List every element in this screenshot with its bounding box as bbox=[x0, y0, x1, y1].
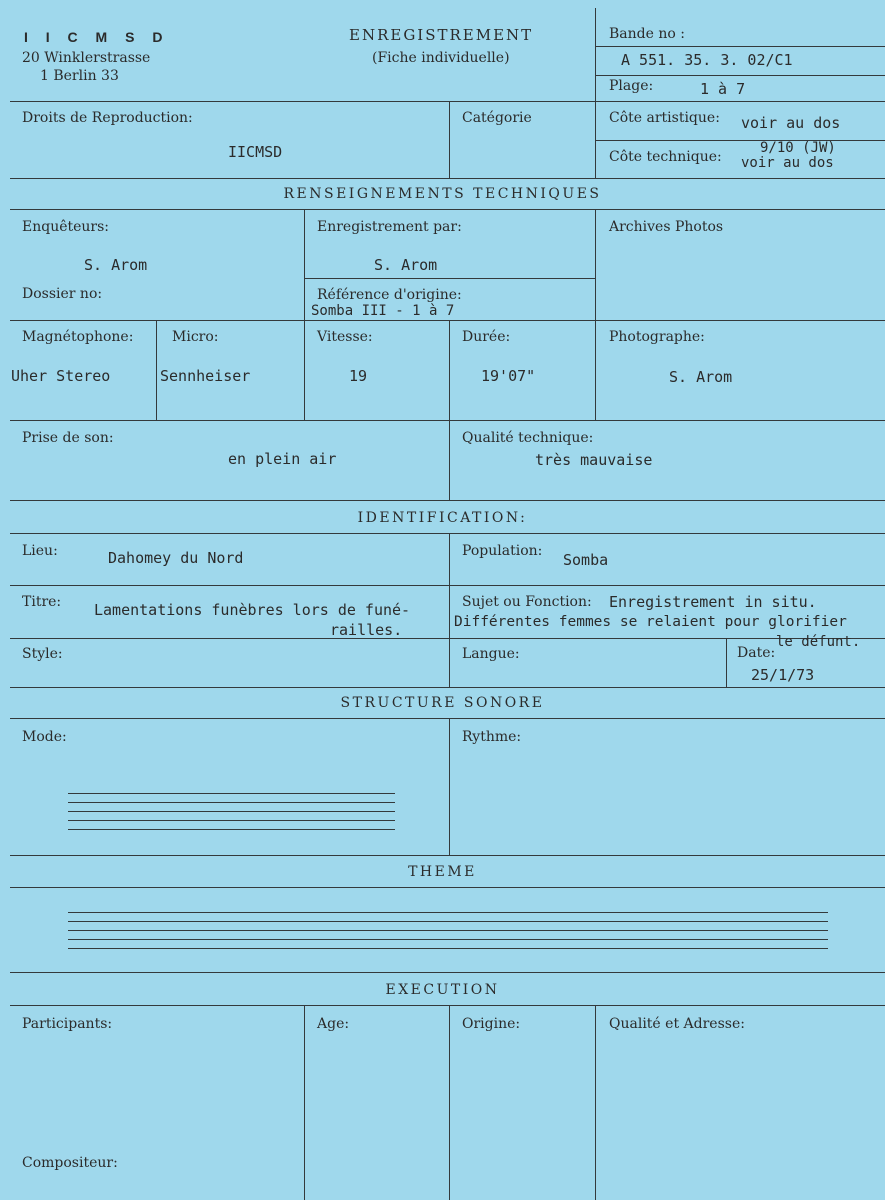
mode-staff-line bbox=[68, 802, 395, 803]
photographe-value: S. Arom bbox=[669, 368, 733, 386]
photographe-label: Photographe: bbox=[609, 329, 705, 345]
rule-h bbox=[10, 972, 885, 973]
rule-h bbox=[10, 855, 885, 856]
origine-label: Origine: bbox=[462, 1016, 521, 1032]
reference-value: Somba III - 1 à 7 bbox=[311, 303, 455, 319]
titre-label: Titre: bbox=[22, 594, 62, 610]
rule-v bbox=[595, 8, 596, 178]
compositeur-label: Compositeur: bbox=[22, 1155, 118, 1171]
rule-h bbox=[304, 278, 595, 279]
rule-h bbox=[10, 420, 885, 421]
rule-h bbox=[10, 178, 885, 179]
titre-value: railles. bbox=[330, 621, 403, 639]
rythme-label: Rythme: bbox=[462, 729, 522, 745]
prise-de-son-label: Prise de son: bbox=[22, 430, 114, 446]
theme-staff-line bbox=[68, 930, 828, 931]
rule-h bbox=[10, 320, 885, 321]
sujet-label: Sujet ou Fonction: bbox=[462, 594, 592, 610]
mode-staff-line bbox=[68, 811, 395, 812]
reference-label: Référence d'origine: bbox=[317, 287, 462, 303]
enqueteurs-label: Enquêteurs: bbox=[22, 219, 110, 235]
vitesse-value: 19 bbox=[349, 367, 368, 385]
mode-staff-line bbox=[68, 793, 395, 794]
titre-value: Lamentations funèbres lors de funé- bbox=[94, 601, 411, 619]
enregistrement-par-label: Enregistrement par: bbox=[317, 219, 462, 235]
rule-v bbox=[595, 1005, 596, 1200]
theme-staff-line bbox=[68, 939, 828, 940]
population-label: Population: bbox=[462, 543, 543, 559]
plage-label: Plage: bbox=[609, 78, 654, 94]
plage-value: 1 à 7 bbox=[700, 80, 746, 98]
mode-staff-line bbox=[68, 820, 395, 821]
qualite-technique-label: Qualité technique: bbox=[462, 430, 594, 446]
rule-h bbox=[10, 101, 885, 102]
prise-de-son-value: en plein air bbox=[228, 450, 337, 468]
magnetophone-label: Magnétophone: bbox=[22, 329, 134, 345]
sujet-value: Enregistrement in situ. bbox=[609, 593, 817, 611]
dossier-label: Dossier no: bbox=[22, 286, 103, 302]
droits-label: Droits de Reproduction: bbox=[22, 110, 193, 126]
rule-h bbox=[595, 46, 885, 47]
categorie-label: Catégorie bbox=[462, 110, 532, 126]
rule-h bbox=[10, 887, 885, 888]
section-title-execution: EXECUTION bbox=[385, 982, 500, 998]
lieu-value: Dahomey du Nord bbox=[108, 549, 244, 567]
rule-h bbox=[10, 718, 885, 719]
participants-label: Participants: bbox=[22, 1016, 113, 1032]
rule-v bbox=[449, 1005, 450, 1200]
rule-h bbox=[10, 209, 885, 210]
enregistrement-par-value: S. Arom bbox=[374, 256, 438, 274]
date-value: 25/1/73 bbox=[751, 666, 815, 684]
lieu-label: Lieu: bbox=[22, 543, 58, 559]
langue-label: Langue: bbox=[462, 646, 520, 662]
org-logo: I I C M S D bbox=[24, 29, 170, 45]
section-title-theme: THEME bbox=[408, 864, 477, 880]
section-title-technique: RENSEIGNEMENTS TECHNIQUES bbox=[283, 186, 602, 202]
sujet-value: le défunt. bbox=[776, 634, 861, 650]
rule-v bbox=[304, 1005, 305, 1200]
rule-v bbox=[449, 533, 450, 687]
theme-staff-line bbox=[68, 921, 828, 922]
cote-artistique-value: voir au dos bbox=[741, 114, 841, 132]
style-label: Style: bbox=[22, 646, 63, 662]
magnetophone-value: Uher Stereo bbox=[11, 367, 111, 385]
rule-v bbox=[595, 209, 596, 420]
cote-technique-value: 9/10 (JW) bbox=[760, 140, 836, 156]
cote-technique-value: voir au dos bbox=[741, 155, 834, 171]
mode-staff-line bbox=[68, 829, 395, 830]
micro-label: Micro: bbox=[172, 329, 219, 345]
population-value: Somba bbox=[563, 551, 609, 569]
rule-v bbox=[449, 101, 450, 178]
rule-h bbox=[10, 638, 885, 639]
section-title-identification: IDENTIFICATION: bbox=[357, 510, 528, 526]
vitesse-label: Vitesse: bbox=[317, 329, 373, 345]
address-line-2: 1 Berlin 33 bbox=[40, 68, 119, 84]
mode-label: Mode: bbox=[22, 729, 67, 745]
section-title-structure: STRUCTURE SONORE bbox=[340, 695, 545, 711]
bande-label: Bande no : bbox=[609, 26, 685, 42]
rule-h bbox=[595, 140, 885, 141]
theme-staff-line bbox=[68, 912, 828, 913]
address-line-1: 20 Winklerstrasse bbox=[22, 50, 151, 66]
bande-value: A 551. 35. 3. 02/C1 bbox=[621, 51, 793, 69]
rule-v bbox=[449, 718, 450, 855]
duree-value: 19'07" bbox=[481, 367, 536, 385]
rule-h bbox=[10, 533, 885, 534]
rule-h bbox=[10, 687, 885, 688]
form-subtitle: (Fiche individuelle) bbox=[372, 50, 510, 66]
rule-h bbox=[10, 585, 885, 586]
qualite-technique-value: très mauvaise bbox=[535, 451, 653, 469]
rule-v bbox=[156, 320, 157, 420]
rule-h bbox=[10, 500, 885, 501]
theme-staff-line bbox=[68, 948, 828, 949]
duree-label: Durée: bbox=[462, 329, 511, 345]
rule-v bbox=[726, 638, 727, 687]
date-label: Date: bbox=[737, 645, 776, 661]
qualite-adresse-label: Qualité et Adresse: bbox=[609, 1016, 745, 1032]
cote-technique-label: Côte technique: bbox=[609, 149, 722, 165]
form-title: ENREGISTREMENT bbox=[349, 26, 534, 44]
cote-artistique-label: Côte artistique: bbox=[609, 110, 720, 126]
sujet-value: Différentes femmes se relaient pour glorifier bbox=[454, 614, 847, 630]
enqueteurs-value: S. Arom bbox=[84, 256, 148, 274]
rule-h bbox=[595, 75, 885, 76]
droits-value: IICMSD bbox=[228, 143, 283, 161]
rule-h bbox=[10, 1005, 885, 1006]
rule-v bbox=[304, 209, 305, 420]
rule-v bbox=[449, 320, 450, 500]
micro-value: Sennheiser bbox=[160, 367, 251, 385]
age-label: Age: bbox=[317, 1016, 350, 1032]
archives-photos-label: Archives Photos bbox=[609, 219, 724, 235]
